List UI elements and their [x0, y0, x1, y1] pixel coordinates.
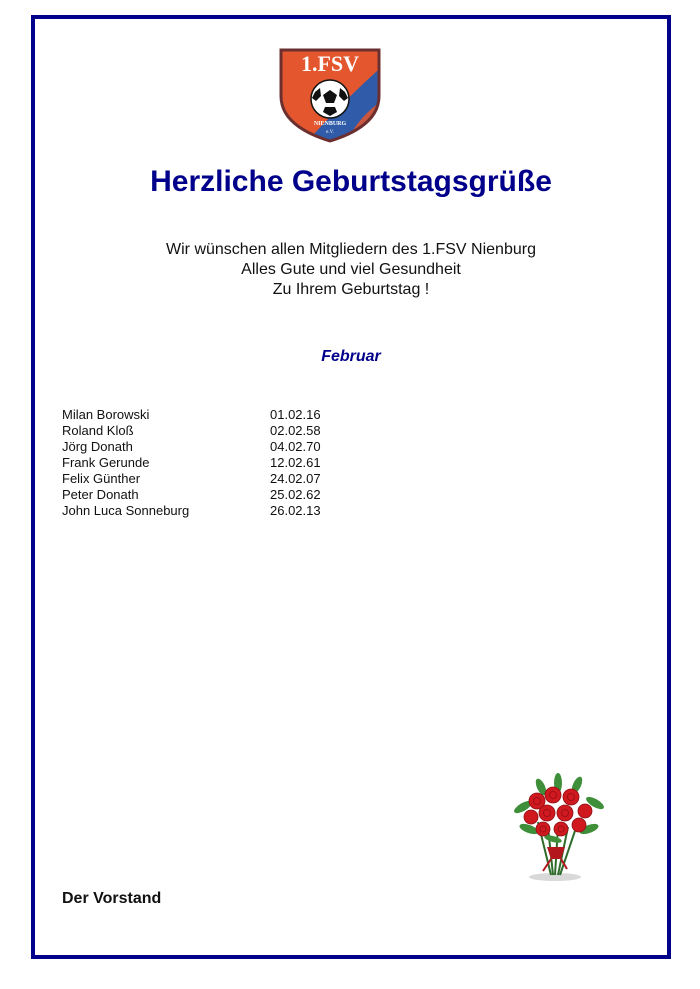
logo-suffix: e.V. — [326, 130, 334, 135]
birth-date: 25.02.62 — [270, 487, 321, 502]
birthday-row — [62, 423, 382, 439]
member-name: Frank Gerunde — [62, 455, 150, 470]
birthday-list — [62, 407, 382, 519]
birthday-row — [62, 439, 382, 455]
member-name: Roland Kloß — [62, 423, 134, 438]
page-title: Herzliche Geburtstagsgrüße — [150, 165, 552, 198]
rose-bouquet-image — [503, 767, 613, 885]
birth-date: 24.02.07 — [270, 471, 321, 486]
birthday-row — [62, 455, 382, 471]
member-name: Milan Borowski — [62, 407, 150, 422]
birth-date: 12.02.61 — [270, 455, 321, 470]
birth-date: 04.02.70 — [270, 439, 321, 454]
greeting-text — [35, 240, 667, 300]
birth-date: 01.02.16 — [270, 407, 321, 422]
birthday-row — [62, 471, 382, 487]
rose-bouquet-icon — [503, 767, 613, 885]
page-frame — [31, 15, 671, 959]
greeting-line-1: Wir wünschen allen Mitgliedern des 1.FSV Nienburg — [166, 241, 536, 258]
month-heading: Februar — [321, 348, 381, 365]
greeting-line-3: Zu Ihrem Geburtstag ! — [272, 281, 430, 298]
birthday-row — [62, 407, 382, 423]
logo-name: 1.FSV — [300, 51, 360, 76]
logo-ribbon: NIENBURG — [313, 121, 347, 127]
member-name: Peter Donath — [62, 487, 139, 502]
birthday-row — [62, 503, 382, 519]
birth-date: 02.02.58 — [270, 423, 321, 438]
birthday-row — [62, 487, 382, 503]
member-name: Felix Günther — [62, 471, 141, 486]
club-crest-icon — [275, 44, 385, 144]
club-logo — [275, 44, 385, 144]
birth-date: 26.02.13 — [270, 503, 321, 518]
signature: Der Vorstand — [62, 890, 162, 907]
greeting-line-2: Alles Gute und viel Gesundheit — [241, 261, 461, 278]
member-name: John Luca Sonneburg — [62, 503, 190, 518]
member-name: Jörg Donath — [62, 439, 133, 454]
